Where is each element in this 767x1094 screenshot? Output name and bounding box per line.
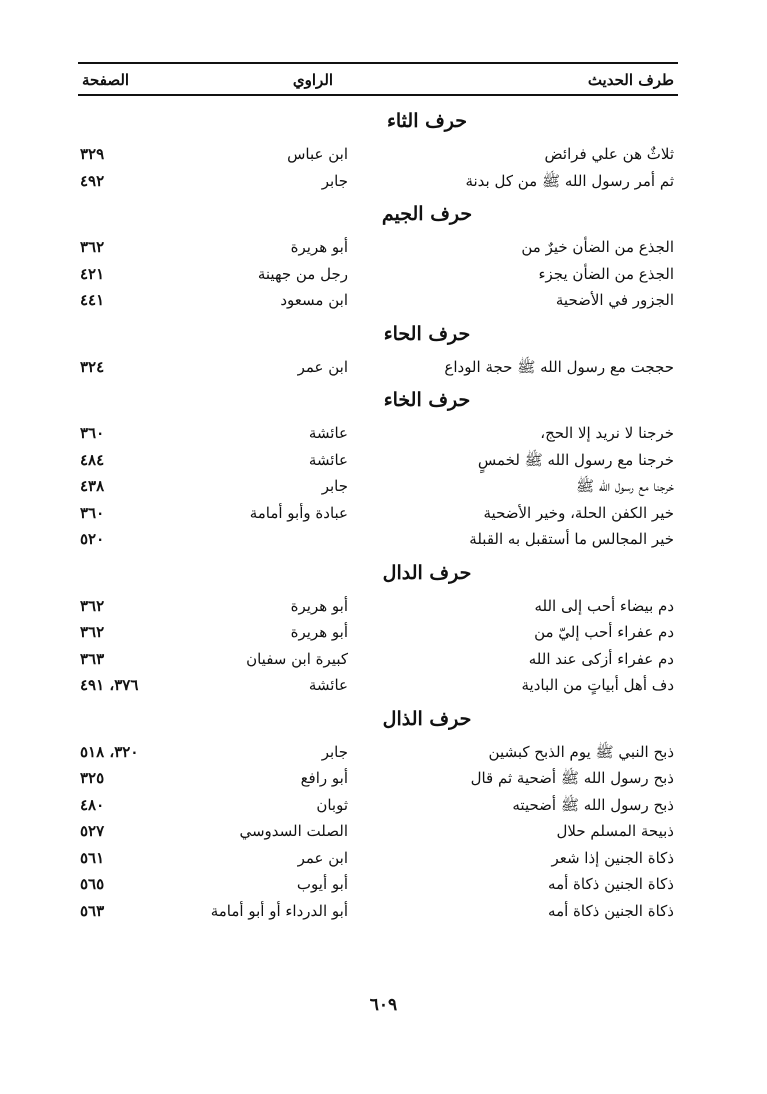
- section-title: حرف الذال: [382, 707, 472, 730]
- index-row: [78, 474, 678, 501]
- hadith-text: دم بيضاء أحب إلى الله: [534, 596, 674, 615]
- page-ref: ٤٢١: [80, 264, 105, 283]
- hadith-text: خير المجالس ما أستقبل به القبلة: [469, 530, 674, 548]
- page-ref: ٤٨٤: [80, 450, 105, 469]
- index-row: [78, 288, 678, 315]
- narrator-text: أبو الدرداء أو أبو أمامة: [210, 901, 348, 920]
- section-title: حرف الخاء: [383, 389, 471, 411]
- page-ref: ٣٦٢: [80, 238, 105, 256]
- hadith-text: خرجنا لا نريد إلا الحج،: [540, 424, 674, 442]
- page-ref: ٣٦٠: [80, 424, 105, 442]
- index-section: [78, 389, 678, 554]
- section-title: حرف الدال: [382, 561, 472, 584]
- hadith-text: خير الكفن الحلة، وخير الأضحية: [483, 503, 674, 522]
- index-row: [78, 740, 678, 767]
- hadith-text: خرجنا مع رسول الله ﷺ: [575, 477, 674, 495]
- index-row: [78, 594, 678, 621]
- index-row: [78, 501, 678, 528]
- index-row: [78, 872, 678, 899]
- page-ref: ٥٢٠: [80, 530, 105, 548]
- hadith-text: ذبح رسول الله ﷺ أضحية ثم قال: [470, 769, 674, 787]
- header-rawi: الراوي: [292, 71, 334, 89]
- section-title: حرف الثاء: [386, 110, 468, 132]
- narrator-text: ابن عمر: [297, 357, 348, 376]
- index-row: [78, 355, 678, 382]
- page-ref: ٣٢٩: [80, 145, 105, 163]
- hadith-text: دم عفراء أحب إليّ من: [534, 623, 674, 641]
- page-ref: ٤٣٨: [80, 477, 105, 495]
- narrator-text: كبيرة ابن سفيان: [246, 649, 348, 668]
- hadith-text: ذبح النبي ﷺ يوم الذبح كبشين: [488, 742, 674, 761]
- hadith-text: ذكاة الجنين ذكاة أمه: [548, 901, 674, 920]
- index-row: [78, 235, 678, 262]
- page-ref: ٣٢٠، ٥١٨: [80, 742, 139, 761]
- narrator-text: ابن مسعود: [280, 291, 348, 309]
- page-ref: ٤٩٢: [80, 171, 105, 190]
- page-ref: ٣٦٢: [80, 596, 105, 615]
- index-section: [78, 203, 678, 315]
- index-row: [78, 673, 678, 700]
- page-ref: ٣٦٠: [80, 503, 105, 522]
- narrator-text: عائشة: [308, 450, 348, 469]
- narrator-text: رجل من جهينة: [257, 264, 348, 283]
- hadith-text: الجزور في الأضحية: [555, 291, 674, 309]
- index-row: [78, 448, 678, 475]
- narrator-text: جابر: [321, 742, 348, 761]
- index-row: [78, 169, 678, 196]
- page-number: ٦٠٩: [369, 995, 398, 1015]
- index-row: [78, 899, 678, 926]
- narrator-text: عبادة وأبو أمامة: [249, 503, 348, 522]
- index-section: [78, 323, 678, 382]
- index-row: [78, 262, 678, 289]
- narrator-text: أبو رافع: [300, 769, 348, 787]
- index-row: [78, 766, 678, 793]
- page-ref: ٣٢٥: [80, 769, 105, 787]
- index-row: [78, 527, 678, 554]
- narrator-text: عائشة: [308, 424, 348, 442]
- hadith-text: ذبيحة المسلم حلال: [556, 822, 674, 840]
- narrator-text: الصلت السدوسي: [239, 822, 348, 840]
- page-ref: ٣٢٤: [80, 357, 105, 376]
- narrator-text: أبو أيوب: [296, 875, 348, 893]
- index-section: [78, 708, 678, 926]
- narrator-text: عائشة: [308, 676, 348, 694]
- index-sections: [78, 110, 678, 925]
- page-ref: ٤٤١: [80, 291, 105, 309]
- hadith-text: دم عفراء أزكى عند الله: [528, 649, 674, 668]
- narrator-text: ثوبان: [316, 795, 348, 814]
- page-ref: ٥٦١: [80, 848, 105, 867]
- index-row: [78, 421, 678, 448]
- index-section: [78, 110, 678, 195]
- hadith-text: ذكاة الجنين إذا شعر: [551, 848, 674, 867]
- table-header: [78, 64, 678, 94]
- narrator-text: ابن عمر: [297, 848, 348, 867]
- hadith-text: الجذع من الضأن يجزء: [538, 264, 674, 283]
- narrator-text: أبو هريرة: [290, 596, 348, 615]
- index-section: [78, 562, 678, 700]
- narrator-text: جابر: [321, 477, 348, 495]
- index-row: [78, 846, 678, 873]
- index-row: [78, 142, 678, 169]
- index-page: [78, 62, 678, 933]
- hadith-text: حججت مع رسول الله ﷺ حجة الوداع: [444, 357, 674, 376]
- narrator-text: أبو هريرة: [290, 238, 348, 256]
- page-ref: ٥٦٣: [80, 901, 105, 920]
- hadith-text: ذبح رسول الله ﷺ أضحيته: [512, 795, 674, 814]
- hadith-text: ثم أمر رسول الله ﷺ من كل بدنة: [465, 171, 674, 190]
- header-page: الصفحة: [82, 71, 130, 89]
- header-rule: [78, 94, 678, 96]
- narrator-text: أبو هريرة: [290, 623, 348, 641]
- header-hadith: طرف الحديث: [587, 71, 674, 89]
- page-ref: ٣٦٢: [80, 623, 105, 641]
- index-row: [78, 819, 678, 846]
- page-ref: ٥٢٧: [80, 822, 105, 840]
- hadith-text: دف أهل أبياتٍ من البادية: [521, 676, 674, 694]
- section-title: حرف الحاء: [383, 322, 471, 345]
- index-row: [78, 793, 678, 820]
- narrator-text: جابر: [321, 171, 348, 190]
- page-ref: ٥٦٥: [80, 875, 105, 893]
- hadith-text: ثلاثٌ هن علي فرائض: [544, 145, 674, 163]
- hadith-text: الجذع من الضأن خيرٌ من: [521, 238, 674, 256]
- page-ref: ٣٦٣: [80, 649, 105, 668]
- narrator-text: ابن عباس: [287, 145, 348, 163]
- page-ref: ٤٨٠: [80, 795, 105, 814]
- page-ref: ٣٧٦، ٤٩١: [80, 676, 139, 694]
- hadith-text: ذكاة الجنين ذكاة أمه: [548, 875, 674, 893]
- section-title: حرف الجيم: [381, 203, 473, 225]
- hadith-text: خرجنا مع رسول الله ﷺ لخمسٍ: [477, 450, 674, 469]
- index-row: [78, 647, 678, 674]
- index-row: [78, 620, 678, 647]
